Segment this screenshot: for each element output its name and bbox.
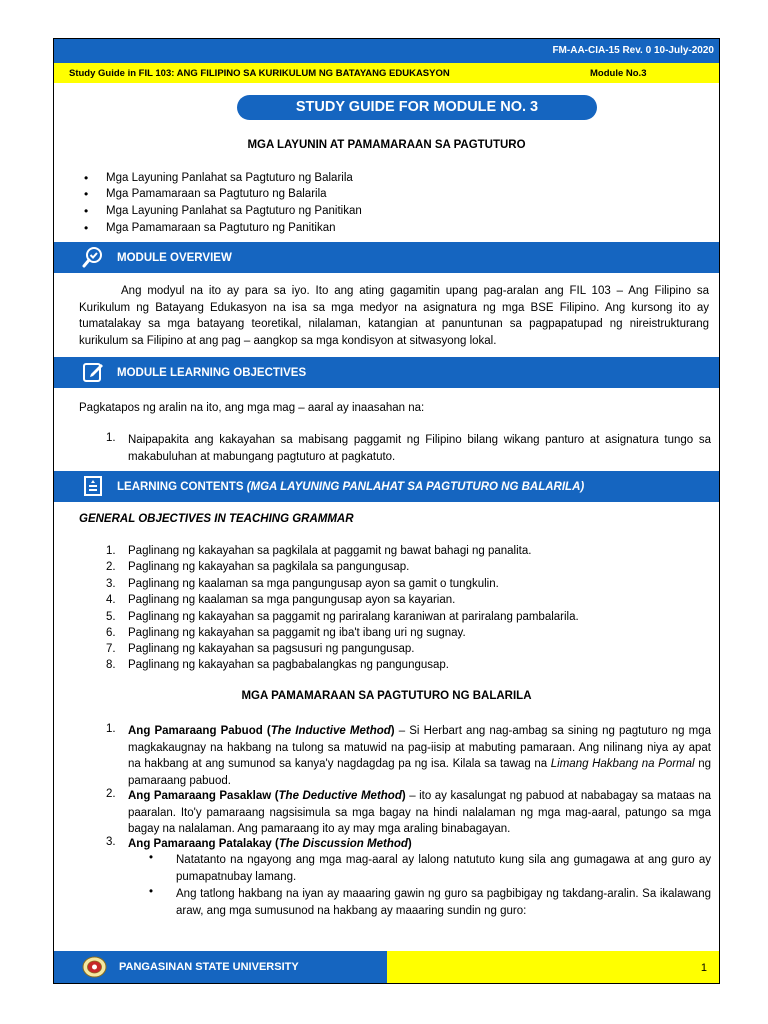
module-number: Module No.3 (590, 68, 647, 79)
sub-bullet-text: Natatanto na ngayong ang mga mag-aaral ay lalong natututo kung sila ang gumagawa at ang guro ay pumapatnubay lamang. (176, 854, 711, 883)
method-english-name: The Deductive Method (278, 790, 402, 802)
study-guide-page (53, 38, 720, 984)
bullet-icon: • (84, 204, 89, 218)
method-name-close: ) (401, 790, 406, 802)
learning-contents-label: LEARNING CONTENTS (117, 481, 244, 493)
module-overview-title: MODULE OVERVIEW (117, 252, 232, 264)
bullet-icon: • (149, 852, 154, 864)
item-number: 7. (106, 643, 116, 655)
learning-contents-bar (54, 471, 719, 502)
method-description: – ito ay kasalungat ng pabuod at nababagay sa mataas na paaralan. Ito'y pamaraang nagsisimula sa mga bagay na hindi nalalaman ng mga mag-aaral, patungo sa mga bagay na nalalaman. Ang pamaraang ito ay may mga araling binabagayan. (128, 790, 712, 835)
item-text: Paglinang ng kakayahan sa pagbabalangkas ng pangungusap. (128, 659, 449, 671)
bullet-text: Mga Layuning Panlahat sa Pagtuturo ng Panitikan (106, 205, 362, 217)
item-text: Paglinang ng kaalaman sa mga pangungusap ayon sa gamit o tungkulin. (128, 578, 499, 590)
bullet-icon: • (84, 221, 89, 235)
item-number: 6. (106, 627, 116, 639)
item-number: 2. (106, 561, 116, 573)
item-text: Paglinang ng kaalaman sa mga pangungusap ayon sa kayarian. (128, 594, 456, 606)
learning-contents-subtitle: (MGA LAYUNING PANLAHAT SA PAGTUTURO NG BALARILA) (246, 481, 585, 493)
edit-icon (82, 361, 104, 383)
university-name: PANGASINAN STATE UNIVERSITY (119, 961, 299, 973)
intro-heading: MGA LAYUNIN AT PAMAMARAAN SA PAGTUTURO (247, 139, 526, 151)
item-text: Paglinang ng kakayahan sa pagkilala at paggamit ng bawat bahagi ng panalita. (128, 545, 532, 557)
general-objectives-heading: GENERAL OBJECTIVES IN TEACHING GRAMMAR (79, 513, 354, 525)
bullet-text: Mga Pamamaraan sa Pagtuturo ng Balarila (106, 188, 327, 200)
method-name-close: ) (390, 725, 395, 737)
method-text (128, 723, 711, 789)
methods-heading: MGA PAMAMARAAN SA PAGTUTURO NG BALARILA (241, 690, 532, 702)
method-tail: ng pamaraang pabuod. (128, 758, 711, 787)
overview-text: Ang modyul na ito ay para sa iyo. Ito ang ating gagamitin upang pag-aralan ang FIL 103 – Ang Filipino sa Kurikulum ng Batayang Edukasyon na isa sa mga medyor na asignatura ng mga BSE Filipino. Ang kursong ito ay tumatalakay sa mga batayang teoretikal, nilalaman, katangian at panuntunan sa pagpapatupad ng nireistrukturang kurikulum sa Filipino at ang pag – aangkop sa mga kondisyon at sitwasyong lokal. (79, 285, 709, 347)
item-text: Paglinang ng kakayahan sa paggamit ng iba't ibang uri ng sugnay. (128, 627, 466, 639)
method-name-close: ) (407, 838, 412, 850)
item-number: 5. (106, 611, 116, 623)
top-bar (54, 39, 719, 63)
item-number: 8. (106, 659, 116, 671)
page-number: 1 (700, 962, 707, 974)
study-guide-bar (54, 63, 719, 83)
search-check-icon (82, 246, 104, 268)
learning-objectives-title: MODULE LEARNING OBJECTIVES (117, 367, 307, 379)
university-seal-icon (82, 956, 107, 978)
method-number: 1. (106, 723, 116, 735)
item-text: Paglinang ng kakayahan sa pagsusuri ng pangungusap. (128, 643, 415, 655)
learning-contents-title (117, 481, 584, 493)
bullet-text: Mga Pamamaraan sa Pagtuturo ng Panitikan (106, 222, 336, 234)
item-number: 4. (106, 594, 116, 606)
item-number: 3. (106, 578, 116, 590)
objectives-intro: Pagkatapos ng aralin na ito, ang mga mag – aaral ay inaasahan na: (79, 402, 425, 414)
method-name: Ang Pamaraang Patalakay ( (128, 838, 279, 850)
study-guide-title: Study Guide in FIL 103: ANG FILIPINO SA KURIKULUM NG BATAYANG EDUKASYON (69, 68, 450, 79)
method-number: 3. (106, 836, 116, 848)
page-title: STUDY GUIDE FOR MODULE NO. 3 (237, 95, 597, 120)
bullet-text: Mga Layuning Panlahat sa Pagtuturo ng Balarila (106, 172, 353, 184)
method-english-name: The Inductive Method (270, 725, 391, 737)
method-description: – Si Herbart ang nag-ambag sa sining ng pagtuturo ng mga magkakaugnay na hakbang na tulong sa matuwid na pag-iisip at mabuting pamaraan. Ang nilinang niya ay apat na hakbang at ang sumunod sa kanya'y nagdagdag pa ng isa. Kilala sa tawag na (128, 725, 711, 770)
footer-page (387, 951, 719, 983)
objective-number: 1. (106, 432, 116, 444)
sub-bullet-text: Ang tatlong hakbang na iyan ay maaaring gawin ng guro sa pagbibigay ng takdang-aralin. Sa ikalawang araw, ang mga sumusunod na hakbang ay maaaring sundin ng guro: (176, 888, 711, 917)
learning-objectives-bar (54, 357, 719, 388)
method-text (128, 788, 711, 838)
method-name: Ang Pamaraang Pasaklaw ( (128, 790, 279, 802)
document-icon (82, 475, 104, 497)
form-code: FM-AA-CIA-15 Rev. 0 10-July-2020 (552, 45, 714, 56)
bullet-icon: • (84, 187, 89, 201)
method-italic-term: Limang Hakbang na Pormal (550, 758, 695, 770)
item-text: Paglinang ng kakayahan sa paggamit ng pariralang karaniwan at pariralang pambalarila. (128, 611, 579, 623)
bullet-icon: • (84, 171, 89, 185)
method-name: Ang Pamaraang Pabuod ( (128, 725, 271, 737)
bullet-icon: • (149, 886, 154, 898)
method-number: 2. (106, 788, 116, 800)
item-number: 1. (106, 545, 116, 557)
method-english-name: The Discussion Method (278, 838, 408, 850)
module-overview-bar (54, 242, 719, 273)
method-text (128, 836, 711, 853)
footer-university (54, 951, 387, 983)
item-text: Paglinang ng kakayahan sa pagkilala sa pangungusap. (128, 561, 410, 573)
objective-text: Naipapakita ang kakayahan sa mabisang paggamit ng Filipino bilang wikang panturo at asignatura tungo sa makabuluhan at mabungang pagtuturo at pagkatuto. (128, 434, 711, 463)
